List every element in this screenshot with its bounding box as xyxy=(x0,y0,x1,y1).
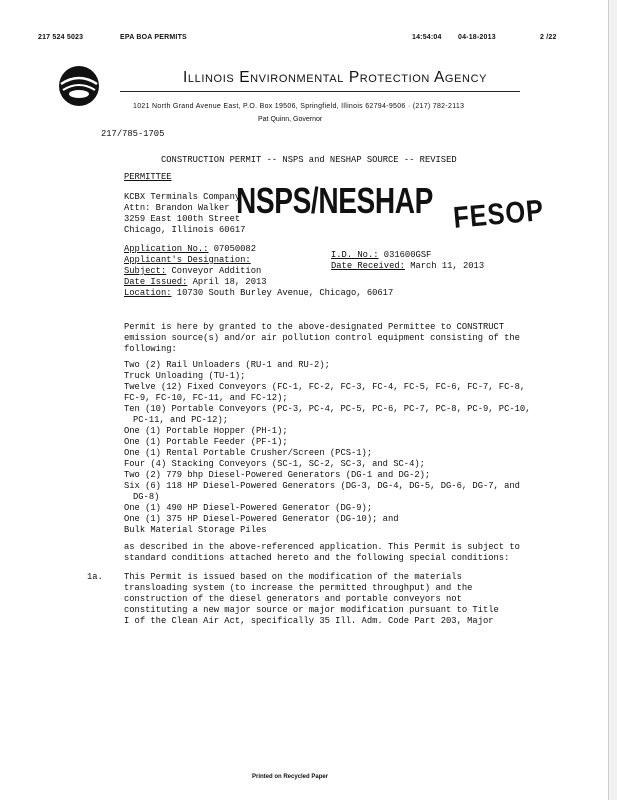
list-item: Two (2) 779 bhp Diesel-Powered Generators (DG-1 and DG-2); xyxy=(124,470,431,480)
permit-title: CONSTRUCTION PERMIT -- NSPS and NESHAP SOURCE -- REVISED xyxy=(161,155,457,165)
letterhead-rule xyxy=(120,91,520,92)
list-item: Ten (10) Portable Conveyors (PC-3, PC-4, PC-5, PC-6, PC-7, PC-8, PC-9, PC-10, xyxy=(124,404,531,414)
list-item: One (1) Rental Portable Crusher/Screen (PCS-1); xyxy=(124,448,373,458)
nsps-neshap-stamp: NSPS/NESHAP xyxy=(236,180,434,221)
permit-details: Application No.: 07050082 Applicant's Designation: Subject: Conveyor Addition Date Issued: April 18, 2013 Location: 10730 South Burley Avenue, Chicago, 60617 xyxy=(124,244,394,298)
list-item: FC-9, FC-10, FC-11, and FC-12); xyxy=(124,393,288,403)
condition-number: 1a. xyxy=(87,572,103,582)
equipment-list xyxy=(124,360,530,536)
list-item: Six (6) 118 HP Diesel-Powered Generators (DG-3, DG-4, DG-5, DG-6, DG-7, and xyxy=(124,481,520,491)
governor: Pat Quinn, Governor xyxy=(258,116,323,123)
fax-sender: EPA BOA PERMITS xyxy=(120,34,187,41)
permit-ids: I.D. No.: 031600GSF Date Received: March 11, 2013 xyxy=(331,250,485,271)
permittee-address: KCBX Terminals Company Attn: Brandon Walker 3259 East 100th Street Chicago, Illinois 60617 xyxy=(124,192,246,235)
list-item: Two (2) Rail Unloaders (RU-1 and RU-2); xyxy=(124,360,330,370)
list-item: Bulk Material Storage Piles xyxy=(124,525,267,535)
list-item: One (1) Portable Hopper (PH-1); xyxy=(124,426,288,436)
list-item: DG-8) xyxy=(133,492,160,502)
recycled-paper-footer: Printed on Recycled Paper xyxy=(252,774,329,780)
fax-number: 217 524 5023 xyxy=(38,34,84,41)
fesop-stamp: FESOP xyxy=(452,194,546,235)
fax-date: 04-18-2013 xyxy=(458,34,496,41)
fax-time: 14:54:04 xyxy=(412,34,442,41)
condition-1a-text: This Permit is issued based on the modification of the materials transloading system (to increase the permitted throughput) and the construction of the diesel generators and portable conveyors not constituting a new major source or major modification pursuant to Title I of the Clean Air Act, specifically 35 Ill. Adm. Code Part 203, Major xyxy=(124,572,499,626)
agency-logo-icon xyxy=(57,64,101,108)
permittee-heading: PERMITTEE xyxy=(124,172,172,182)
scan-edge xyxy=(608,0,617,800)
list-item: Twelve (12) Fixed Conveyors (FC-1, FC-2, FC-3, FC-4, FC-5, FC-6, FC-7, FC-8, xyxy=(124,382,526,392)
agency-address: 1021 North Grand Avenue East, P.O. Box 19506, Springfield, Illinois 62794-9506 · (217) 782-2113 xyxy=(133,103,465,110)
agency-name: Illinois Environmental Protection Agency xyxy=(183,69,488,86)
list-item: Four (4) Stacking Conveyors (SC-1, SC-2, SC-3, and SC-4); xyxy=(124,459,425,469)
list-item: Truck Unloading (TU-1); xyxy=(124,371,246,381)
phone-number: 217/785-1705 xyxy=(101,129,165,139)
permit-intro: Permit is here by granted to the above-designated Permittee to CONSTRUCT emission source(s) and/or air pollution control equipment consisting of the following: xyxy=(124,322,520,354)
described-paragraph: as described in the above-referenced application. This Permit is subject to standard conditions attached hereto and the following special conditions: xyxy=(124,542,520,563)
fax-page: 2 /22 xyxy=(540,34,557,41)
list-item: One (1) 490 HP Diesel-Powered Generator (DG-9); xyxy=(124,503,373,513)
list-item: PC-11, and PC-12); xyxy=(133,415,229,425)
list-item: One (1) Portable Feeder (PF-1); xyxy=(124,437,288,447)
list-item: One (1) 375 HP Diesel-Powered Generator (DG-10); and xyxy=(124,514,399,524)
